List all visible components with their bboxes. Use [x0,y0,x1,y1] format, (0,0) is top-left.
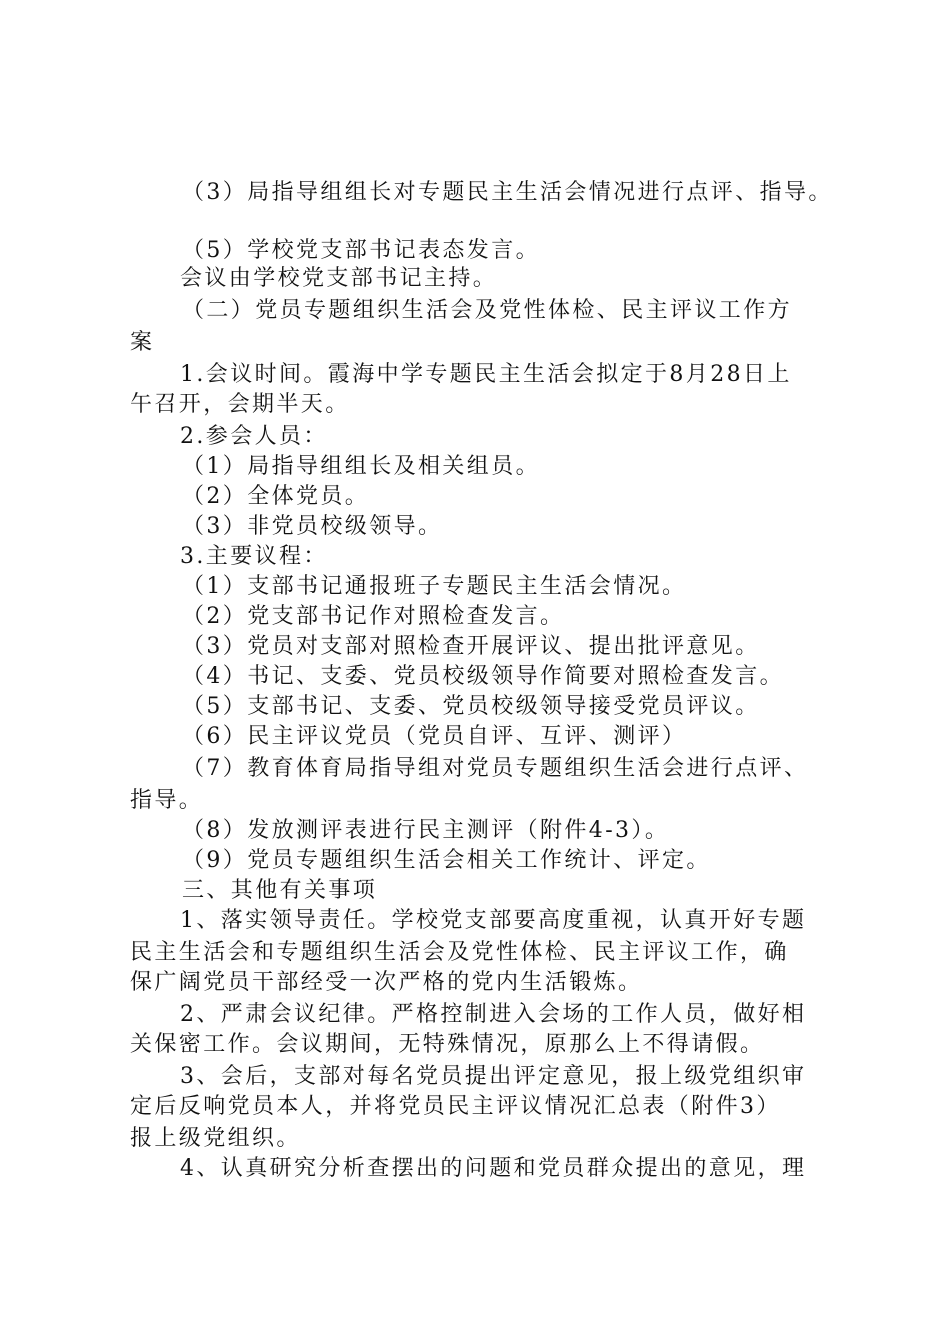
text-line: （5）学校党支部书记表态发言。 [182,238,540,263]
text-line: 午召开，会期半天。 [130,392,350,417]
text-line: （6）民主评议党员（党员自评、互评、测评） [182,724,687,749]
text-line: （二）党员专题组织生活会及党性体检、民主评议工作方 [182,298,793,323]
text-line: 定后反响党员本人，并将党员民主评议情况汇总表（附件3） [130,1094,781,1119]
text-line: （3）党员对支部对照检查开展评议、提出批评意见。 [182,634,760,659]
text-line: （7）教育体育局指导组对党员专题组织生活会进行点评、 [182,756,809,781]
text-line: 2.参会人员： [180,424,328,449]
text-line: （3）局指导组组长对专题民主生活会情况进行点评、指导。 [182,180,833,205]
text-line: （8）发放测评表进行民主测评（附件4-3）。 [182,818,670,843]
text-line: 会议由学校党支部书记主持。 [180,266,498,291]
text-line: 1、落实领导责任。学校党支部要高度重视，认真开好专题 [180,908,807,933]
text-line: 保广阔党员干部经受一次严格的党内生活锻炼。 [130,970,643,995]
text-line: 关保密工作。会议期间，无特殊情况，原那么上不得请假。 [130,1032,765,1057]
text-line: 3.主要议程： [180,544,328,569]
text-line: 3、会后，支部对每名党员提出评定意见，报上级党组织审 [180,1064,807,1089]
text-line: （5）支部书记、支委、党员校级领导接受党员评议。 [182,694,760,719]
text-line: 4、认真研究分析查摆出的问题和党员群众提出的意见，理 [180,1156,807,1181]
text-line: （3）非党员校级领导。 [182,514,443,539]
text-line: 1.会议时间。霞海中学专题民主生活会拟定于8月28日上 [180,362,792,387]
text-line: （2）全体党员。 [182,484,370,509]
text-line: 案 [130,330,155,355]
text-line: （2）党支部书记作对照检查发言。 [182,604,565,629]
text-line: （9）党员专题组织生活会相关工作统计、评定。 [182,848,711,873]
text-line: 指导。 [130,788,204,813]
text-line: （1）局指导组组长及相关组员。 [182,454,540,479]
text-line: （4）书记、支委、党员校级领导作简要对照检查发言。 [182,664,784,689]
text-line: 民主生活会和专题组织生活会及党性体检、民主评议工作，确 [130,940,789,965]
text-line: 三、其他有关事项 [182,878,378,903]
text-line: 报上级党组织。 [130,1126,301,1151]
text-line: （1）支部书记通报班子专题民主生活会情况。 [182,574,687,599]
text-line: 2、严肃会议纪律。严格控制进入会场的工作人员，做好相 [180,1002,807,1027]
